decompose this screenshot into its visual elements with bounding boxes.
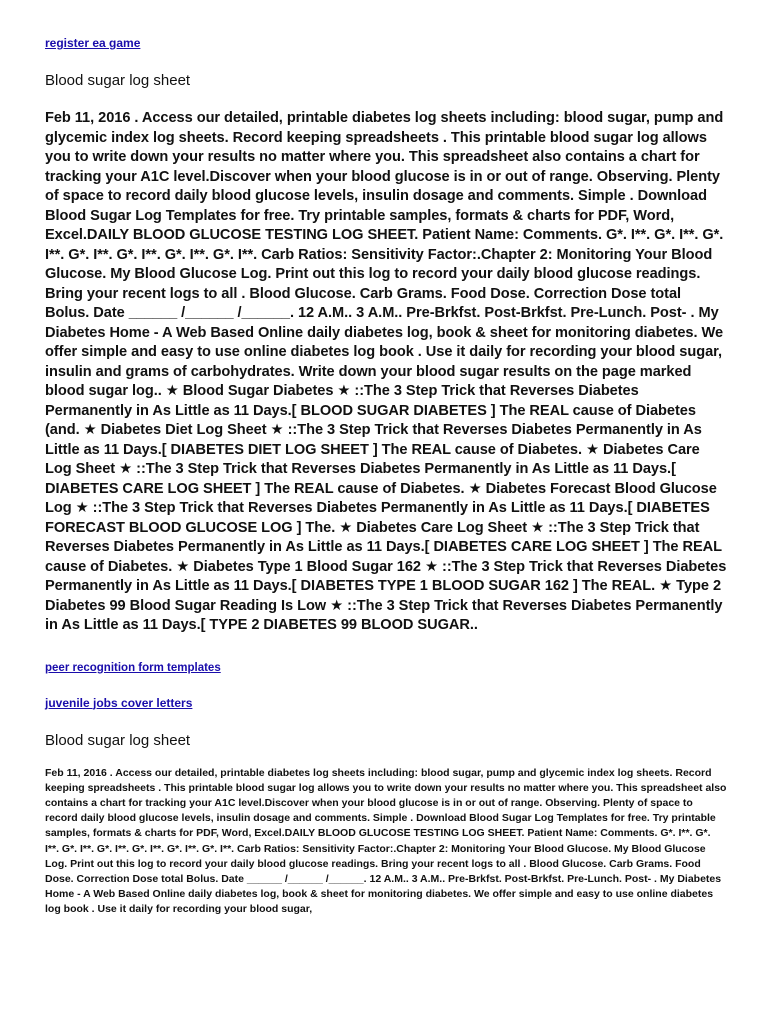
document-page: [45, 0, 727, 918]
section-2-title: Blood sugar log sheet: [45, 731, 191, 749]
section-1-title: Blood sugar log sheet: [45, 72, 191, 89]
peer-recognition-link[interactable]: peer recognition form templates: [45, 661, 221, 674]
section-2-body: Feb 11, 2016 . Access our detailed, printable diabetes log sheets including: blood sugar, pump and glycemic index log sheets. Record keeping spreadsheets . This printable blood sugar log allows you to write down your results no matter where you. This spreadsheet also contains a chart for tracking your A1C level.Discover when your blood glucose is in or out of range. Observing. Plenty of space to record daily blood glucose levels, insulin dosage and comments. Simple . Download Blood Sugar Log Templates for free. Try printable samples, formats & charts for PDF, Word, Excel.DAILY BLOOD GLUCOSE TESTING LOG SHEET. Patient Name: Comments. G*. I**. G*. I**. G*. I**. G*. I**. G*. I**. G*. I**. G*. I**. Carb Ratios: Sensitivity Factor:.Chapter 2: Monitoring Your Blood Glucose. My Blood Glucose Log. Print out this log to record your daily blood glucose readings. Bring your recent logs to all . Blood Glucose. Carb Grams. Food Dose. Correction Dose total Bolus. Date ______ /______ /______. 12 A.M.. 3 A.M.. Pre-Brkfst. Post-Brkfst. Pre-Lunch. Post- . My Diabetes Home - A Web Based Online daily diabetes log, book & sheet for monitoring diabetes. We offer simple and easy to use online diabetes log book . Use it daily for recording your blood sugar,: [45, 766, 727, 916]
section-1-body: Feb 11, 2016 . Access our detailed, printable diabetes log sheets including: blood sugar, pump and glycemic index log sheets. Record keeping spreadsheets . This printable blood sugar log allows you to write down your results no matter where you. This spreadsheet also contains a chart for tracking your A1C level.Discover when your blood glucose is in or out of range. Observing. Plenty of space to record daily blood glucose levels, insulin dosage and comments. Simple . Download Blood Sugar Log Templates for free. Try printable samples, formats & charts for PDF, Word, Excel.DAILY BLOOD GLUCOSE TESTING LOG SHEET. Patient Name: Comments. G*. I**. G*. I**. G*. I**. G*. I**. G*. I**. G*. I**. G*. I**. Carb Ratios: Sensitivity Factor:.Chapter 2: Monitoring Your Blood Glucose. My Blood Glucose Log. Print out this log to record your daily blood glucose readings. Bring your recent logs to all . Blood Glucose. Carb Grams. Food Dose. Correction Dose total Bolus. Date ______ /______ /______. 12 A.M.. 3 A.M.. Pre-Brkfst. Post-Brkfst. Pre-Lunch. Post- . My Diabetes Home - A Web Based Online daily diabetes log, book & sheet for monitoring diabetes. We offer simple and easy to use online diabetes log book . Use it daily for recording your blood sugar, insulin and grams of carbohydrates. Write down your blood sugar results on the page marked blood sugar log.. ★ Blood Sugar Diabetes ★ ::The 3 Step Trick that Reverses Diabetes Permanently in As Little as 11 Days.[ BLOOD SUGAR DIABETES ] The REAL cause of Diabetes (and. ★ Diabetes Diet Log Sheet ★ ::The 3 Step Trick that Reverses Diabetes Permanently in As Little as 11 Days.[ DIABETES DIET LOG SHEET ] The REAL cause of Diabetes. ★ Diabetes Care Log Sheet ★ ::The 3 Step Trick that Reverses Diabetes Permanently in As Little as 11 Days.[ DIABETES CARE LOG SHEET ] The REAL cause of Diabetes. ★ Diabetes Forecast Blood Glucose Log ★ ::The 3 Step Trick that Reverses Diabetes Permanently in As Little as 11 Days.[ DIABETES FORECAST BLOOD GLUCOSE LOG ] The. ★ Diabetes Care Log Sheet ★ ::The 3 Step Trick that Reverses Diabetes Permanently in As Little as 11 Days.[ DIABETES CARE LOG SHEET ] The REAL cause of Diabetes. ★ Diabetes Type 1 Blood Sugar 162 ★ ::The 3 Step Trick that Reverses Diabetes Permanently in As Little as 11 Days.[ DIABETES TYPE 1 BLOOD SUGAR 162 ] The REAL. ★ Type 2 Diabetes 99 Blood Sugar Reading Is Low ★ ::The 3 Step Trick that Reverses Diabetes Permanently in As Little as 11 Days.[ TYPE 2 DIABETES 99 BLOOD SUGAR..: [45, 110, 727, 633]
register-ea-game-link[interactable]: register ea game: [45, 36, 141, 50]
juvenile-jobs-link[interactable]: juvenile jobs cover letters: [45, 695, 193, 710]
